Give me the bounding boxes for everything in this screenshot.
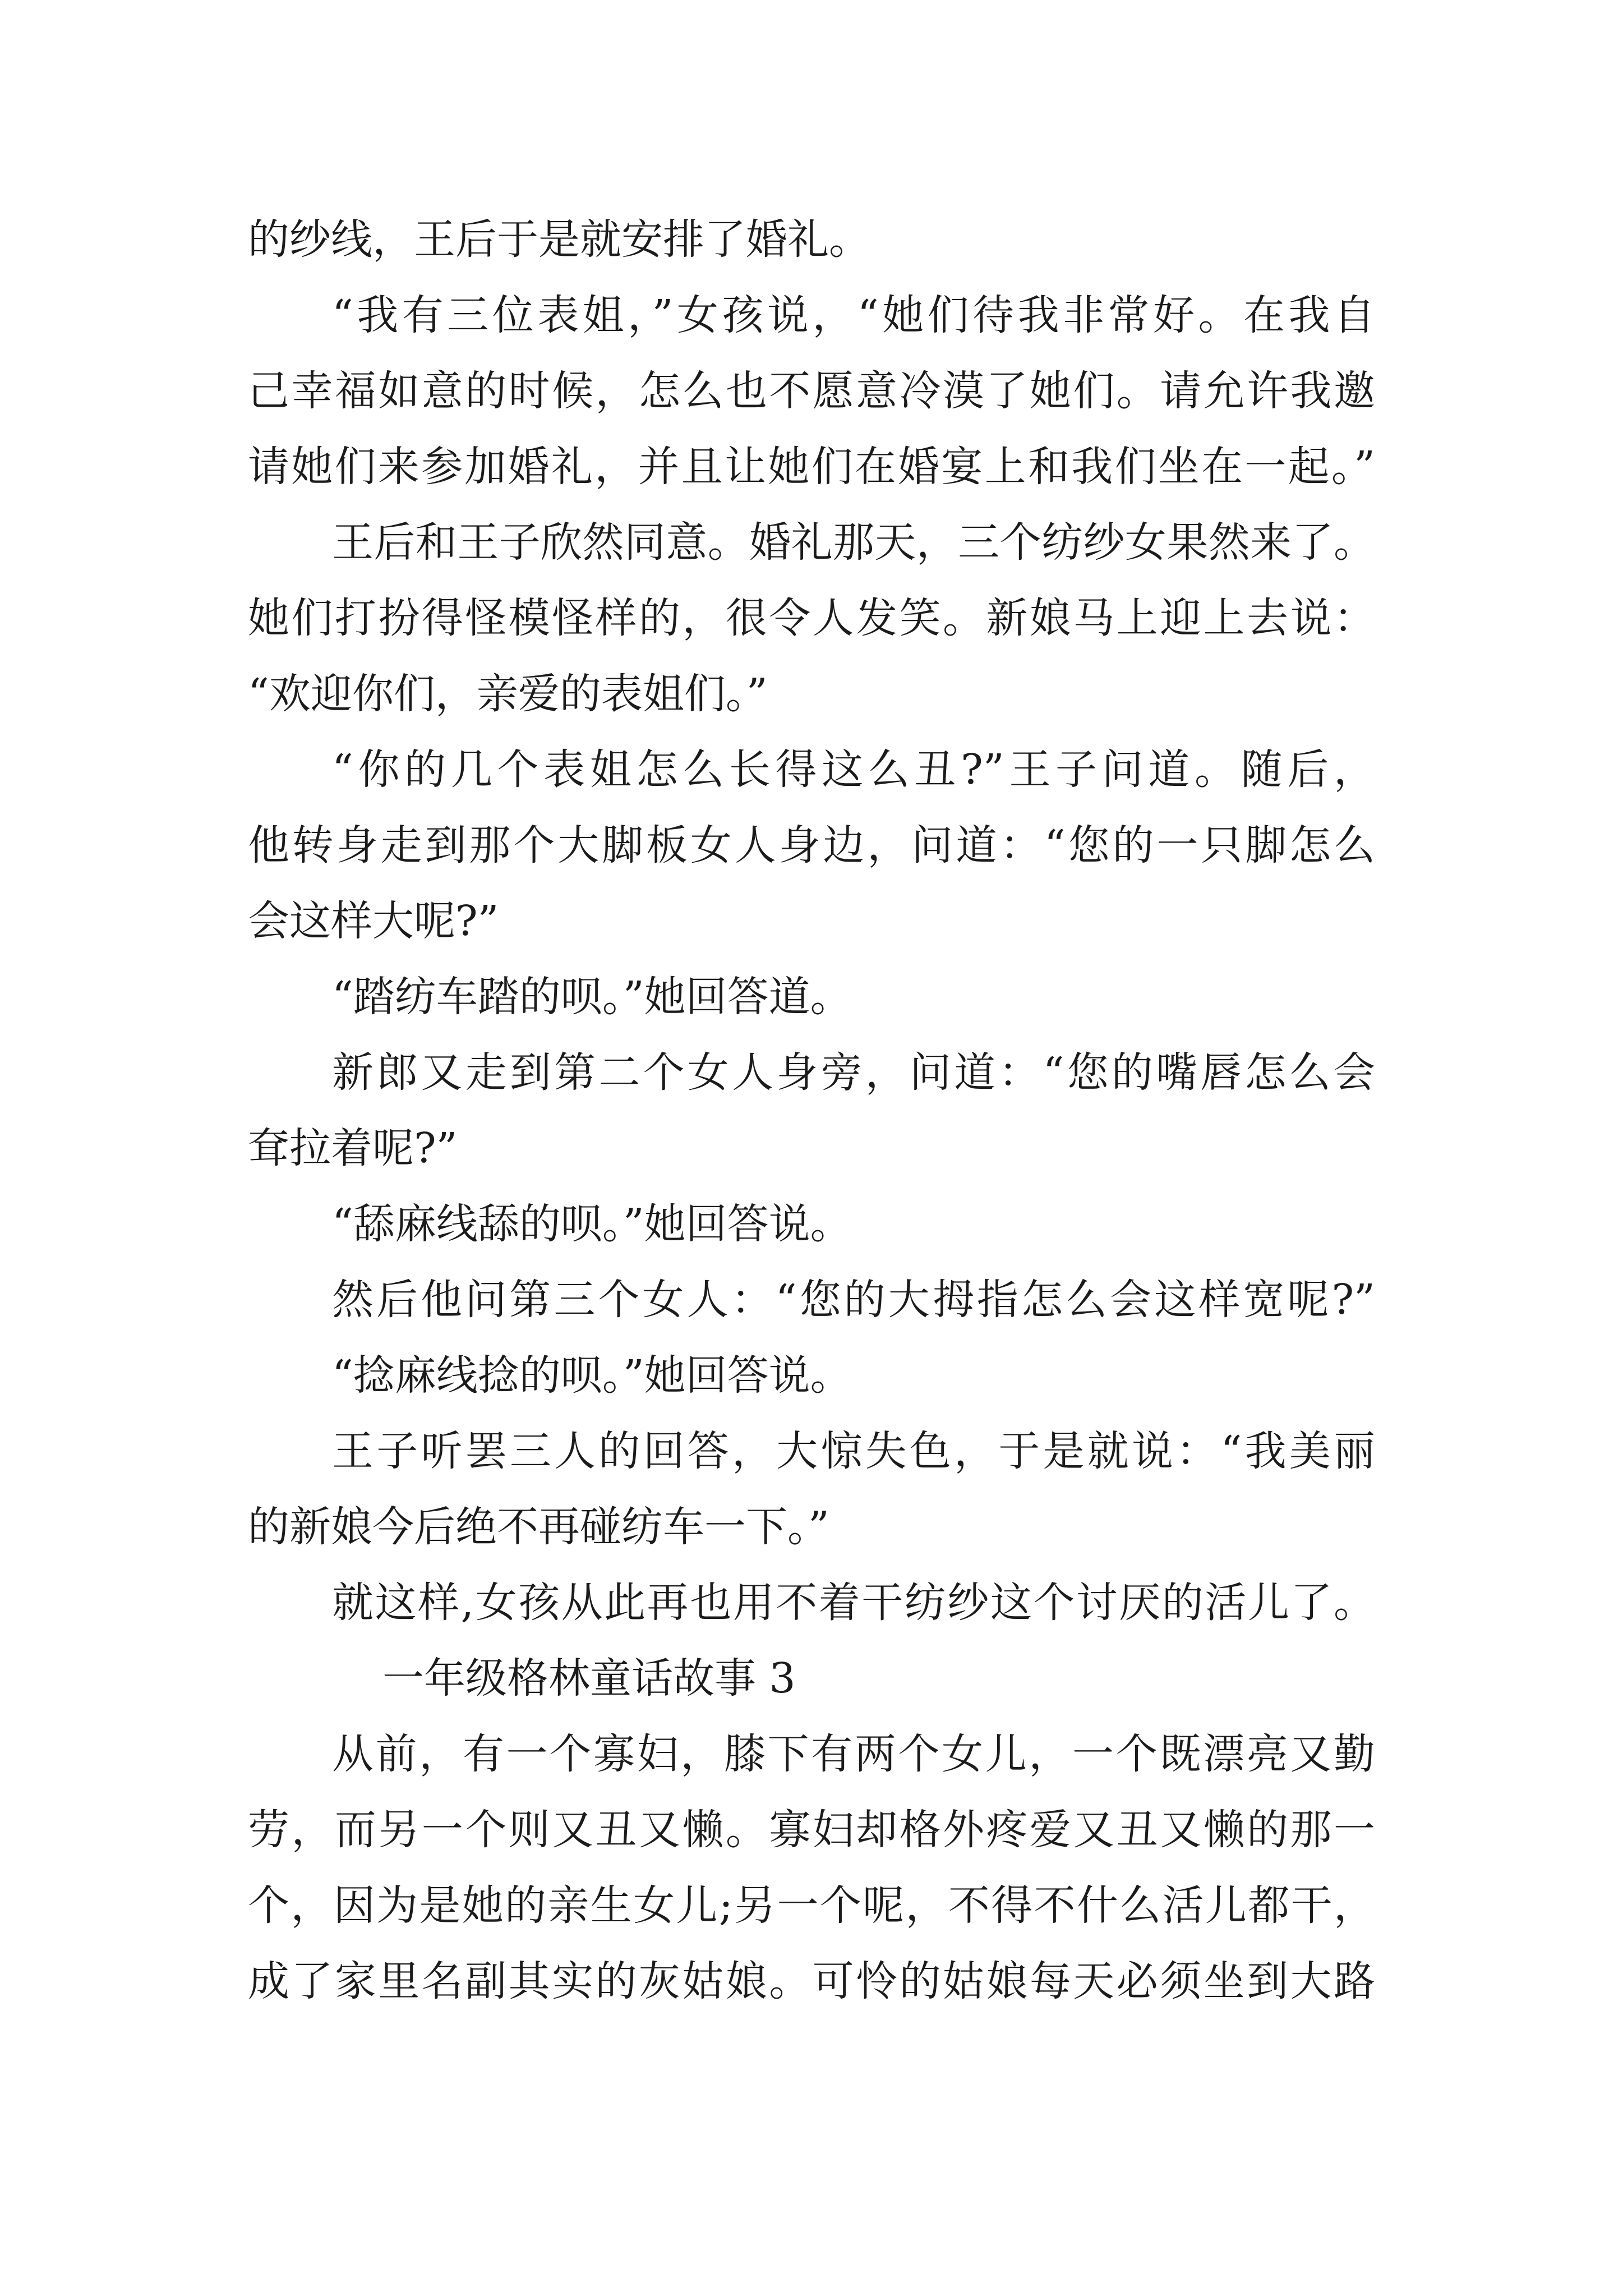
text-line: “捻麻线捻的呗。”她回答说。 xyxy=(332,1351,852,1400)
text-line: 他转身走到那个大脚板女人身边，问道：“您的一只脚怎么 xyxy=(248,821,1375,869)
text-line: 王后和王子欣然同意。婚礼那天，三个纺纱女果然来了。 xyxy=(332,518,1375,567)
text-line: 会这样大呢?” xyxy=(248,897,499,945)
text-line: 的纱线，王后于是就安排了婚礼。 xyxy=(248,215,870,264)
text-line: 就这样,女孩从此再也用不着干纺纱这个讨厌的活儿了。 xyxy=(332,1579,1375,1627)
section-heading: 一年级格林童话故事 3 xyxy=(382,1654,796,1703)
text-line: 个，因为是她的亲生女儿;另一个呢，不得不什么活儿都干， xyxy=(248,1881,1375,1930)
text-line: 请她们来参加婚礼，并且让她们在婚宴上和我们坐在一起。” xyxy=(248,443,1375,491)
text-line: 新郎又走到第二个女人身旁，问道：“您的嘴唇怎么会 xyxy=(332,1048,1375,1097)
text-line: 的新娘今后绝不再碰纺车一下。” xyxy=(248,1503,829,1551)
text-line: 她们打扮得怪模怪样的，很令人发笑。新娘马上迎上去说： xyxy=(248,594,1375,642)
text-line: 己幸福如意的时候，怎么也不愿意冷漠了她们。请允许我邀 xyxy=(248,367,1375,415)
text-line: 耷拉着呢?” xyxy=(248,1124,458,1172)
text-line: 然后他问第三个女人：“您的大拇指怎么会这样宽呢?” xyxy=(332,1276,1375,1324)
text-line: “我有三位表姐，”女孩说，“她们待我非常好。在我自 xyxy=(332,291,1375,339)
text-line: 劳，而另一个则又丑又懒。寡妇却格外疼爱又丑又懒的那一 xyxy=(248,1806,1375,1854)
text-line: “踏纺车踏的呗。”她回答道。 xyxy=(332,973,852,1021)
text-line: “你的几个表姐怎么长得这么丑?”王子问道。随后， xyxy=(332,746,1375,794)
text-line: “欢迎你们，亲爱的表姐们。” xyxy=(248,670,768,718)
story-text xyxy=(248,202,1375,2019)
text-line: 从前，有一个寡妇，膝下有两个女儿，一个既漂亮又勤 xyxy=(332,1730,1375,1778)
text-line: 王子听罢三人的回答，大惊失色，于是就说：“我美丽 xyxy=(332,1427,1375,1475)
text-line: 成了家里名副其实的灰姑娘。可怜的姑娘每天必须坐到大路 xyxy=(248,1957,1375,2005)
text-line: “舔麻线舔的呗。”她回答说。 xyxy=(332,1200,852,1248)
